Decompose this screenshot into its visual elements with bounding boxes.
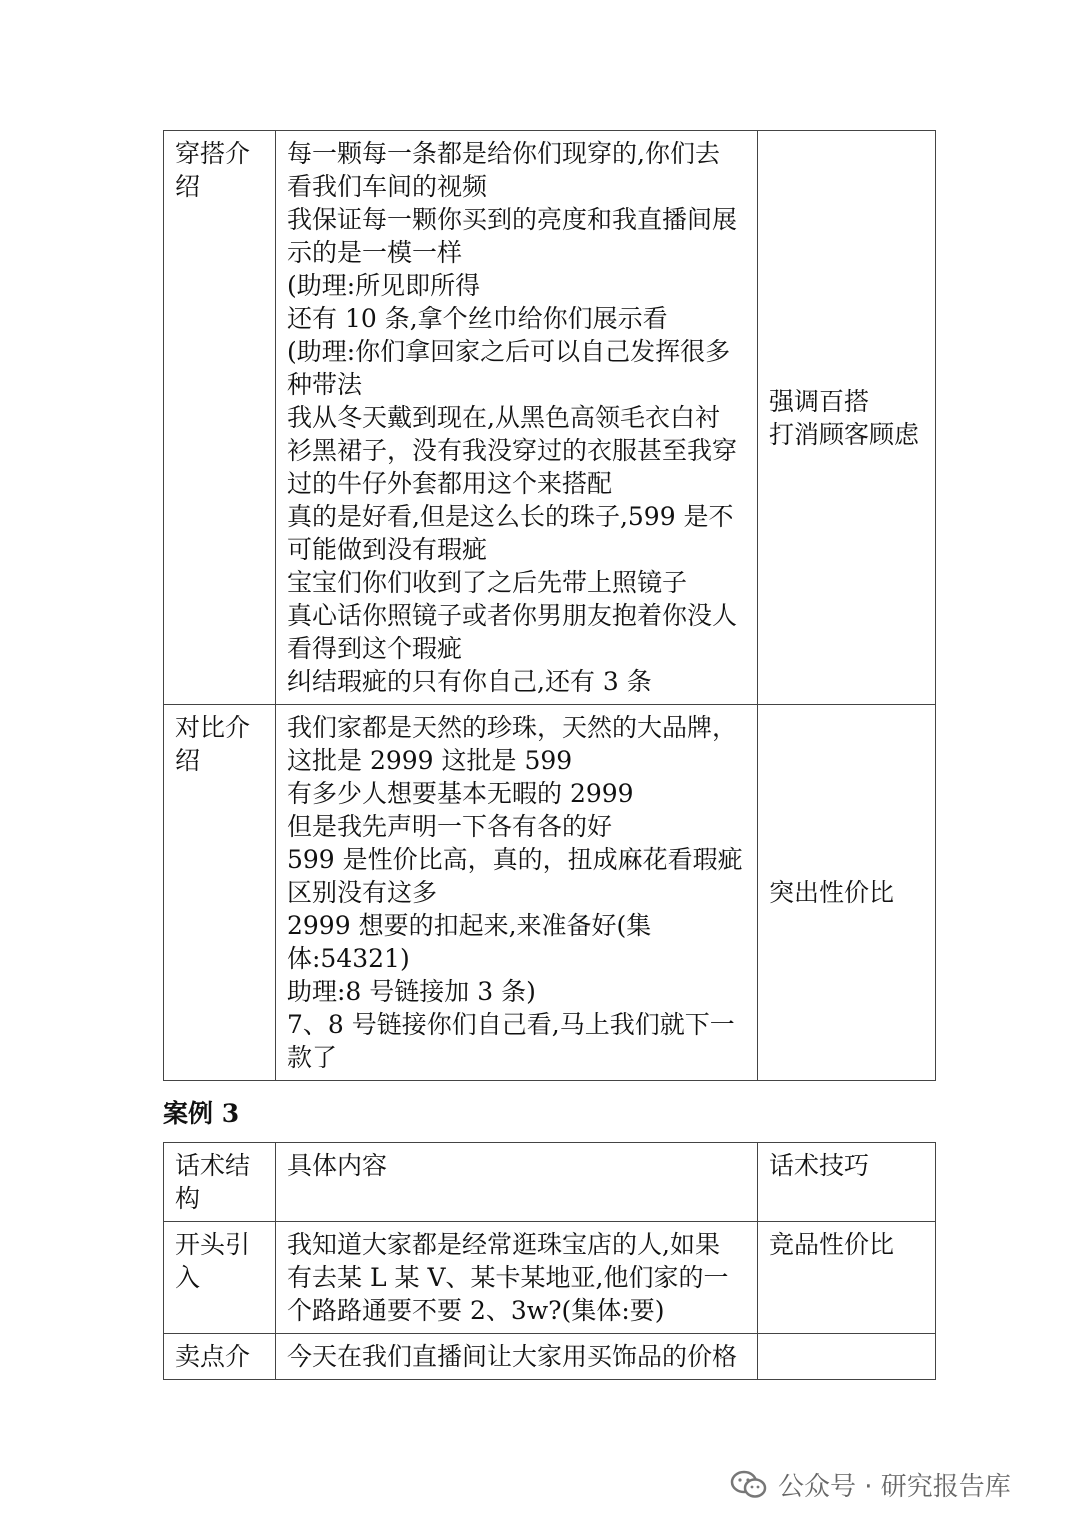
cell-line: 绍 (175, 172, 201, 201)
cell-line: 有去某 L 某 V、某卡某地亚,他们家的一 (287, 1263, 729, 1292)
structure-cell (164, 705, 276, 1081)
cell-line: 竞品性价比 (769, 1230, 895, 1259)
cell-line: 有多少人想要基本无暇的 2999 (287, 779, 634, 808)
cell-line: 我们家都是天然的珍珠，天然的大品牌， (287, 713, 738, 742)
section-title: 案例 3 (163, 1099, 240, 1128)
cell-line: 还有 10 条,拿个丝巾给你们展示看 (287, 304, 668, 333)
structure-cell (164, 1334, 276, 1380)
cell-line: 绍 (175, 746, 201, 775)
cell-line: 示的是一模一样 (287, 238, 463, 267)
cell-line: 真的是好看,但是这么长的珠子,599 是不 (287, 502, 734, 531)
table-row (164, 1222, 936, 1334)
cell-line: 可能做到没有瑕疵 (287, 535, 488, 564)
cell-line: 每一颗每一条都是给你们现穿的,你们去 (287, 139, 720, 168)
cell-line: 款了 (287, 1043, 338, 1072)
watermark (730, 1466, 1011, 1503)
table-row (164, 705, 936, 1081)
cell-line: 助理:8 号链接加 3 条) (287, 977, 536, 1006)
content-cell (276, 1334, 758, 1380)
cell-line: 过的牛仔外套都用这个来搭配 (287, 469, 613, 498)
cell-line: 话术技巧 (769, 1151, 870, 1180)
cell-line: 构 (175, 1184, 201, 1213)
cell-line: 卖点介 (175, 1342, 251, 1371)
cell-line: 今天在我们直播间让大家用买饰品的价格 (287, 1342, 738, 1371)
wechat-icon (730, 1470, 768, 1500)
technique-cell (758, 705, 936, 1081)
cell-line: 宝宝们你们收到了之后先带上照镜子 (287, 568, 688, 597)
cell-line: 看我们车间的视频 (287, 172, 488, 201)
cell-line: 体:54321) (287, 944, 410, 973)
header-content-cell (276, 1143, 758, 1222)
cell-line: 突出性价比 (769, 878, 895, 907)
cell-line: 开头引 (175, 1230, 251, 1259)
watermark-text: 公众号 · 研究报告库 (778, 1472, 1011, 1502)
cell-line: 种带法 (287, 370, 363, 399)
cell-line: 区别没有这多 (287, 878, 438, 907)
structure-cell (164, 131, 276, 705)
cell-line: 打消顾客顾虑 (769, 419, 920, 449)
table-row (164, 131, 936, 705)
table-header-row (164, 1143, 936, 1222)
technique-cell (758, 131, 936, 705)
cell-line: 对比介 (175, 713, 251, 742)
cell-line: 个路路通要不要 2、3w?(集体:要) (287, 1296, 665, 1325)
header-structure-cell (164, 1143, 276, 1222)
cell-line: 衫黑裙子，没有我没穿过的衣服甚至我穿 (287, 436, 738, 465)
content-cell (276, 1222, 758, 1334)
cell-line: 纠结瑕疵的只有你自己,还有 3 条 (287, 667, 652, 696)
structure-cell (164, 1222, 276, 1334)
cell-line: 穿搭介 (175, 139, 251, 168)
cell-line: 7、8 号链接你们自己看,马上我们就下一 (287, 1010, 735, 1039)
cell-line: 看得到这个瑕疵 (287, 634, 463, 663)
cell-line: 我保证每一颗你买到的亮度和我直播间展 (287, 205, 738, 234)
cell-line: (助理:你们拿回家之后可以自己发挥很多 (287, 337, 731, 366)
header-technique-cell (758, 1143, 936, 1222)
table-row (164, 1334, 936, 1380)
case3-table (163, 1142, 936, 1380)
cell-line: 具体内容 (287, 1151, 388, 1180)
technique-cell (758, 1334, 936, 1380)
content-cell (276, 131, 758, 705)
cell-line: 我从冬天戴到现在,从黑色高领毛衣白衬 (287, 403, 720, 432)
cell-line: 599 是性价比高，真的，扭成麻花看瑕疵 (287, 845, 743, 874)
cell-line: 入 (175, 1263, 201, 1292)
technique-cell (758, 1222, 936, 1334)
content-cell (276, 705, 758, 1081)
cell-line: 真心话你照镜子或者你男朋友抱着你没人 (287, 601, 738, 630)
cell-line: 强调百搭 (769, 386, 870, 416)
cell-line: (助理:所见即所得 (287, 271, 481, 300)
cell-line: 2999 想要的扣起来,来准备好(集 (287, 911, 652, 940)
cell-line: 这批是 2999 这批是 599 (287, 746, 573, 775)
cell-line: 话术结 (175, 1151, 251, 1180)
outfit-comparison-table (163, 130, 936, 1081)
cell-line: 我知道大家都是经常逛珠宝店的人,如果 (287, 1230, 720, 1259)
cell-line: 但是我先声明一下各有各的好 (287, 812, 613, 841)
